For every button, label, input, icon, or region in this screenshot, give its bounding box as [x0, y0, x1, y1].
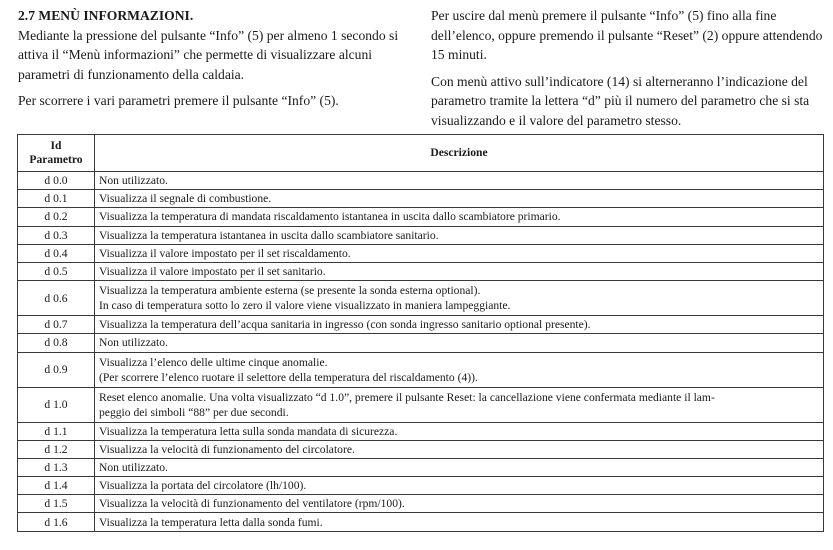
- description-line: Visualizza l’elenco delle ultime cinque anomalie.: [99, 355, 328, 369]
- intro-paragraph: Mediante la pressione del pulsante “Info” (5) per almeno 1 secondo si attiva il “Menù informazioni” che permette di visualizzare alcuni parametri di funzionamento della caldaia.: [18, 27, 399, 82]
- table-row: [18, 495, 824, 513]
- header-id-line2: Parametro: [29, 153, 83, 166]
- parameter-id: d 0.4: [18, 244, 95, 262]
- description-line: Non utilizzato.: [99, 336, 168, 350]
- description-line: Visualizza la temperatura dell’acqua sanitaria in ingresso (con sonda ingresso sanitario optional presente).: [99, 318, 591, 332]
- parameter-description: [95, 244, 824, 262]
- parameter-id: d 1.2: [18, 440, 95, 458]
- table-row: [18, 226, 824, 244]
- parameter-description: [95, 352, 824, 387]
- parameter-description: [95, 458, 824, 476]
- table-body: [18, 172, 824, 532]
- parameter-description: [95, 172, 824, 190]
- description-line: Visualizza il segnale di combustione.: [99, 192, 272, 206]
- parameter-id: d 1.3: [18, 458, 95, 476]
- parameter-description: [95, 440, 824, 458]
- section-number: 2.7: [18, 8, 35, 23]
- parameter-id: d 1.1: [18, 422, 95, 440]
- description-line: Visualizza la velocità di funzionamento del ventilatore (rpm/100).: [99, 497, 405, 511]
- description-line: Non utilizzato.: [99, 460, 168, 474]
- table-header-row: [18, 135, 824, 172]
- parameter-description: [95, 226, 824, 244]
- parameter-id: d 0.1: [18, 190, 95, 208]
- description-line: Visualizza il valore impostato per il set riscaldamento.: [99, 246, 351, 260]
- indicator-paragraph: Con menù attivo sull’indicatore (14) si alterneranno l’indicazione del parametro tramite la lettera “d” più il numero del parametro che si sta visualizzando e il valore del parametro stesso.: [431, 73, 810, 128]
- table-row: [18, 244, 824, 262]
- parameter-id: d 1.0: [18, 387, 95, 422]
- header-descrizione: Descrizione: [95, 135, 824, 172]
- parameter-id: d 1.5: [18, 495, 95, 513]
- parameter-description: [95, 422, 824, 440]
- parameter-id: d 0.5: [18, 262, 95, 280]
- description-line: Visualizza il valore impostato per il set sanitario.: [99, 265, 326, 279]
- table-row: [18, 316, 824, 334]
- description-line: Visualizza la temperatura di mandata riscaldamento istantanea in uscita dallo scambiatore primario.: [99, 210, 561, 224]
- description-line: Visualizza la velocità di funzionamento del circolatore.: [99, 442, 355, 456]
- description-line: Visualizza la temperatura istantanea in uscita dallo scambiatore sanitario.: [99, 228, 439, 242]
- parameter-description: [95, 513, 824, 531]
- parameter-id: d 0.3: [18, 226, 95, 244]
- section-title: MENÙ INFORMAZIONI.: [38, 8, 194, 23]
- exit-instructions-paragraph: Per uscire dal menù premere il pulsante “Info” (5) fino alla fine dell’elenco, oppure premendo il pulsante “Reset” (2) oppure attendendo 15 minuti.: [431, 8, 823, 62]
- description-line: Visualizza la portata del circolatore (lh/100).: [99, 479, 307, 493]
- description-line: Visualizza la temperatura ambiente esterna (se presente la sonda esterna optional).: [99, 284, 481, 298]
- section-heading: [18, 6, 418, 26]
- description-line: In caso di temperatura sotto lo zero il valore viene visualizzato in maniera lampeggiante.: [99, 299, 511, 313]
- table-row: [18, 172, 824, 190]
- table-row: [18, 334, 824, 352]
- table-row: [18, 422, 824, 440]
- parameter-description: [95, 208, 824, 226]
- right-text-column: [431, 6, 825, 130]
- table-row: [18, 190, 824, 208]
- description-line: Reset elenco anomalie. Una volta visualizzato “d 1.0”, premere il pulsante Reset: la cancellazione viene confermata mediante il lam-: [99, 390, 715, 404]
- description-line: Visualizza la temperatura letta dalla sonda fumi.: [99, 515, 323, 529]
- table-row: [18, 262, 824, 280]
- table-row: [18, 458, 824, 476]
- parameters-table: [17, 134, 824, 532]
- parameter-description: [95, 190, 824, 208]
- table-row: [18, 513, 824, 531]
- table-row: [18, 352, 824, 387]
- description-line: peggio dei simboli “88” per due secondi.: [99, 405, 289, 419]
- table-row: [18, 281, 824, 316]
- parameter-id: d 0.9: [18, 352, 95, 387]
- description-line: Visualizza la temperatura letta sulla sonda mandata di sicurezza.: [99, 424, 398, 438]
- left-text-column: [18, 6, 418, 111]
- parameter-id: d 0.0: [18, 172, 95, 190]
- parameter-id: d 0.2: [18, 208, 95, 226]
- header-id-line1: Id: [50, 139, 62, 152]
- parameter-description: [95, 477, 824, 495]
- parameter-description: [95, 495, 824, 513]
- parameter-description: [95, 334, 824, 352]
- description-line: Non utilizzato.: [99, 174, 168, 188]
- parameter-id: d 0.6: [18, 281, 95, 316]
- parameter-id: d 0.7: [18, 316, 95, 334]
- table-row: [18, 440, 824, 458]
- parameter-description: [95, 316, 824, 334]
- parameter-id: d 0.8: [18, 334, 95, 352]
- table-row: [18, 477, 824, 495]
- table-row: [18, 208, 824, 226]
- parameter-description: [95, 262, 824, 280]
- header-id-parametro: [18, 135, 95, 172]
- scroll-instructions-paragraph: Per scorrere i vari parametri premere il pulsante “Info” (5).: [18, 93, 339, 108]
- description-line: (Per scorrere l’elenco ruotare il selettore della temperatura del riscaldamento (4)).: [99, 370, 478, 384]
- parameter-description: [95, 281, 824, 316]
- parameter-description: [95, 387, 824, 422]
- parameter-id: d 1.4: [18, 477, 95, 495]
- table-row: [18, 387, 824, 422]
- parameter-id: d 1.6: [18, 513, 95, 531]
